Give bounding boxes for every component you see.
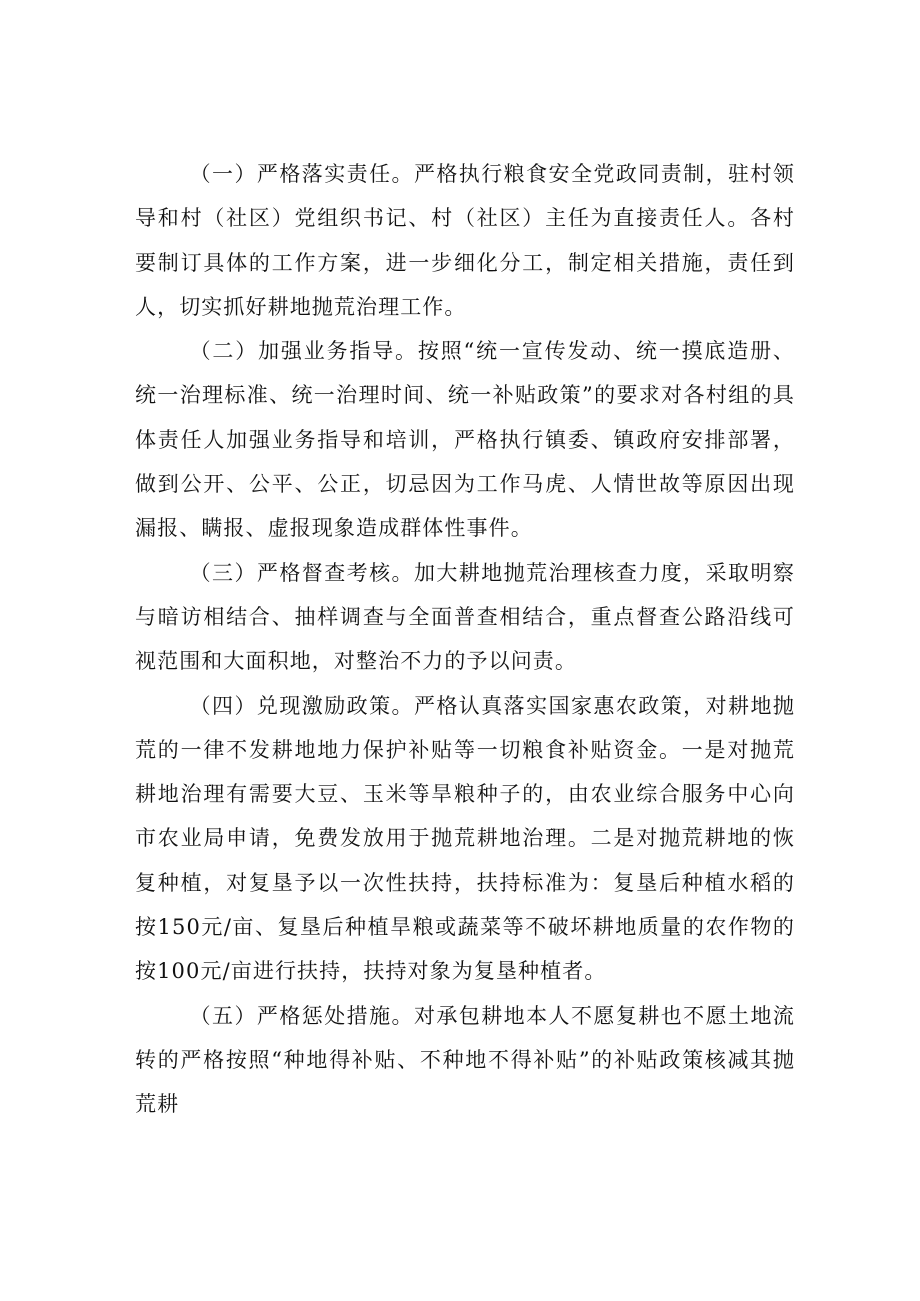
- document-body: [135, 152, 795, 1127]
- paragraph-2-guidance: （二）加强业务指导。按照“统一宣传发动、统一摸底造册、统一治理标准、统一治理时间、统一补贴政策”的要求对各村组的具体责任人加强业务指导和培训，严格执行镇委、镇政府安排部署，做到公开、公平、公正，切忌因为工作马虎、人情世故等原因出现漏报、瞒报、虚报现象造成群体性事件。: [135, 339, 795, 541]
- paragraph-4-incentive: （四）兑现激励政策。严格认真落实国家惠农政策，对耕地抛荒的一律不发耕地地力保护补贴等一切粮食补贴资金。一是对抛荒耕地治理有需要大豆、玉米等旱粮种子的，由农业综合服务中心向市农业局申请，免费发放用于抛荒耕地治理。二是对抛荒耕地的恢复种植，对复垦予以一次性扶持，扶持标准为：复垦后种植水稻的按150元/亩、复垦后种植旱粮或蔬菜等不破坏耕地质量的农作物的按100元/亩进行扶持，扶持对象为复垦种植者。: [135, 693, 795, 984]
- paragraph-5-penalty: （五）严格惩处措施。对承包耕地本人不愿复耕也不愿土地流转的严格按照“种地得补贴、不种地不得补贴”的补贴政策核减其抛荒耕: [135, 1003, 795, 1117]
- paragraph-1-responsibility: （一）严格落实责任。严格执行粮食安全党政同责制，驻村领导和村（社区）党组织书记、村（社区）主任为直接责任人。各村要制订具体的工作方案，进一步细化分工，制定相关措施，责任到人，切实抓好耕地抛荒治理工作。: [135, 162, 795, 319]
- paragraph-3-inspection: （三）严格督查考核。加大耕地抛荒治理核查力度，采取明察与暗访相结合、抽样调查与全面普查相结合，重点督查公路沿线可视范围和大面积地，对整治不力的予以问责。: [135, 560, 795, 674]
